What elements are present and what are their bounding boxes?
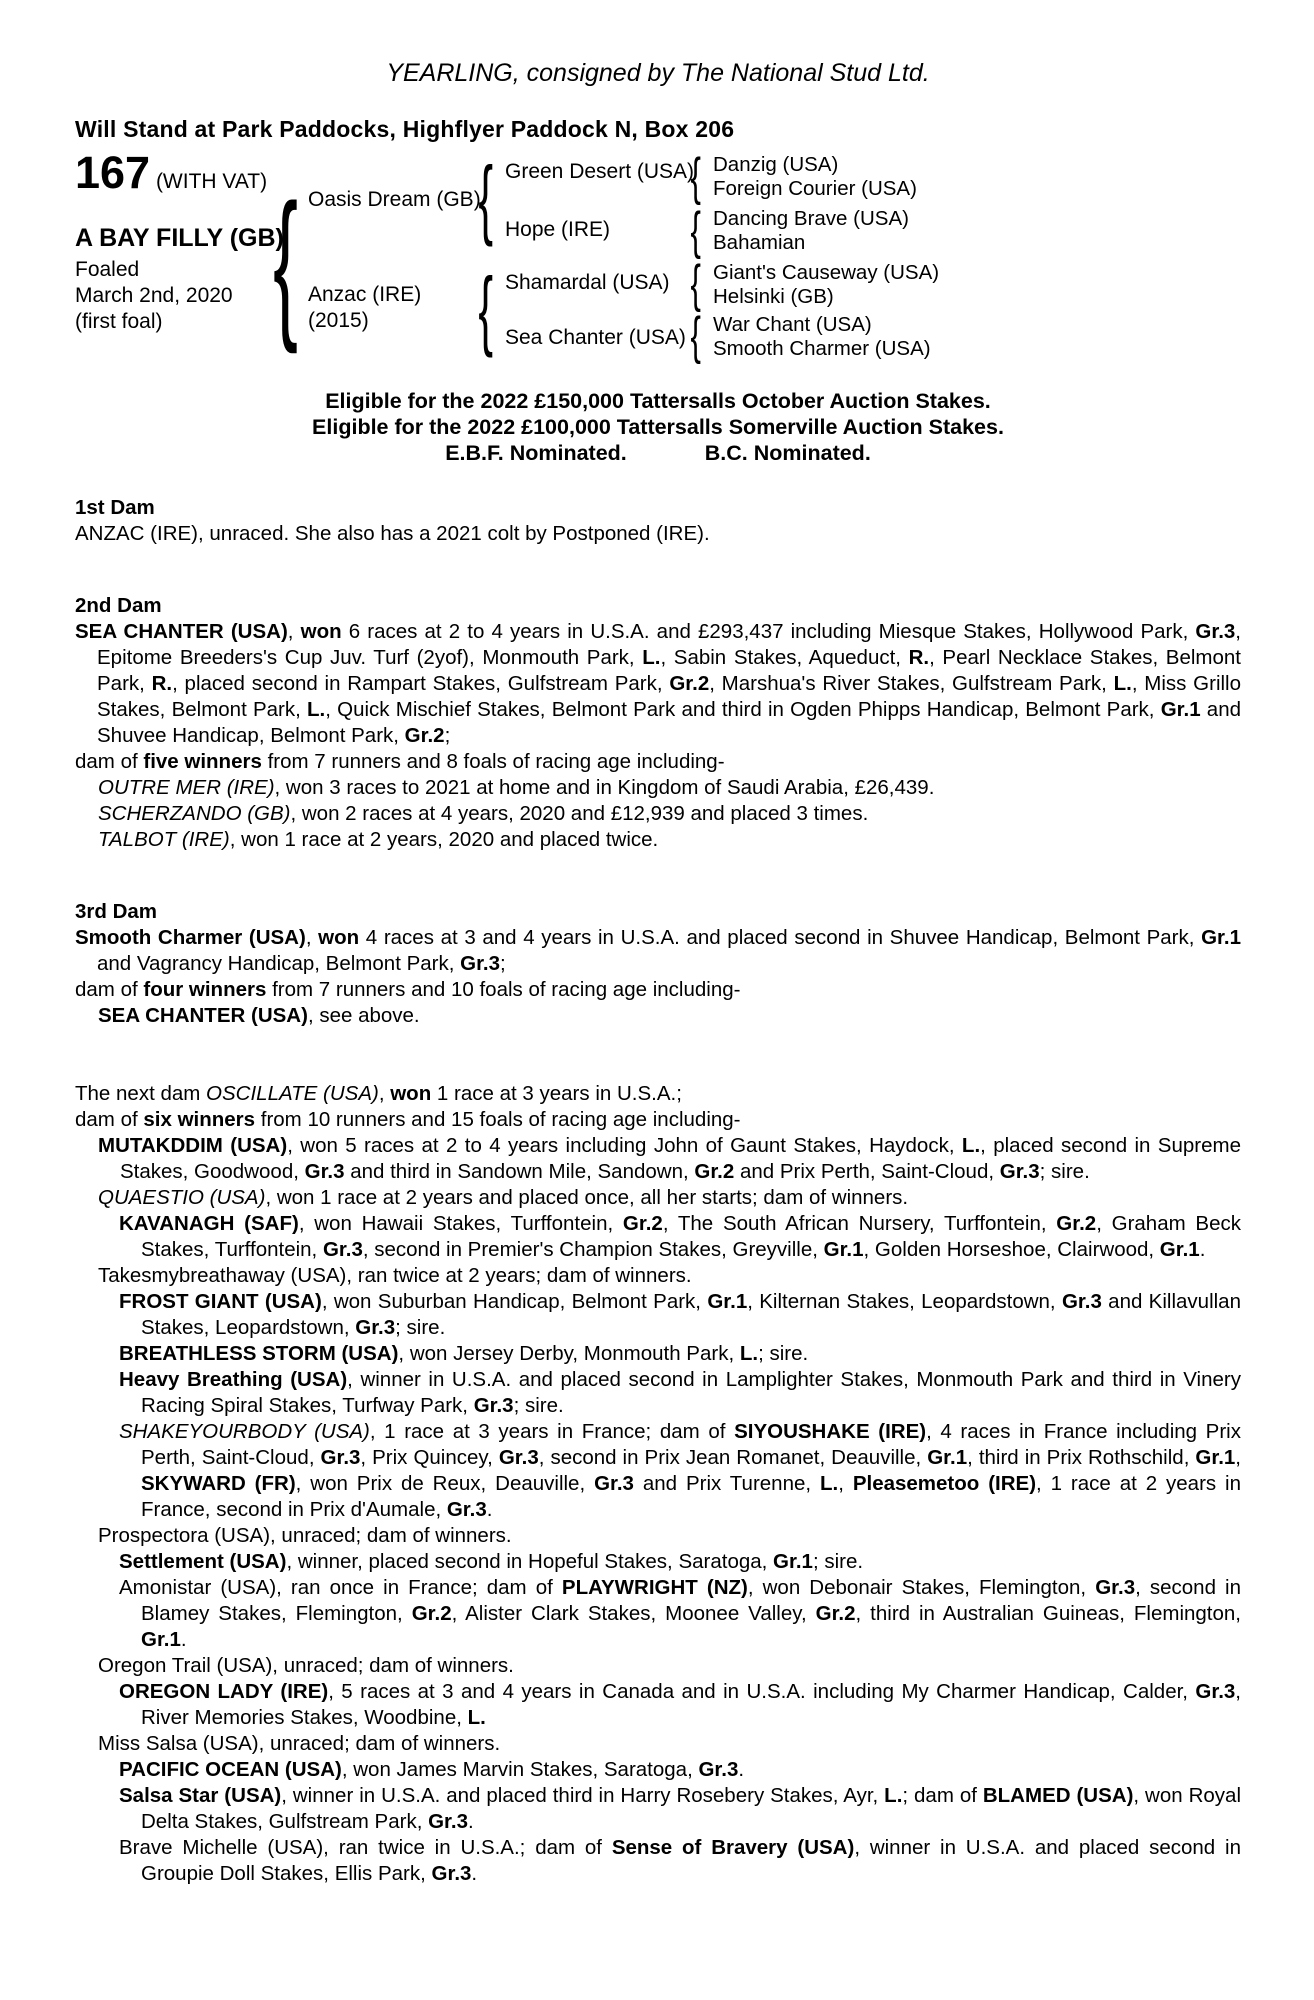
catalogue-paragraph: Settlement (USA), winner, placed second in Hopeful Stakes, Saratoga, Gr.1; sire. bbox=[119, 1550, 864, 1573]
pedigree-brace-gg-2: { bbox=[690, 202, 702, 260]
pedigree-brace-dam: { bbox=[478, 259, 494, 358]
catalogue-paragraph: Prospectora (USA), unraced; dam of winners. bbox=[98, 1524, 512, 1547]
catalogue-paragraph: OUTRE MER (IRE), won 3 races to 2021 at home and in Kingdom of Saudi Arabia, £26,439. bbox=[98, 776, 935, 799]
dam-sections bbox=[75, 495, 1241, 1887]
catalogue-paragraph: MUTAKDDIM (USA), won 5 races at 2 to 4 years including John of Gaunt Stakes, Haydock, L., placed second in Supreme Stakes, Goodwood, Gr.3 and third in Sandown Mile, Sandown, Gr.2 and Prix Perth, Saint-Cloud, Gr.3; sire. bbox=[98, 1134, 1241, 1183]
pedigree-granddam-2: Sea Chanter (USA) bbox=[505, 326, 686, 349]
catalogue-paragraph: Amonistar (USA), ran once in France; dam of PLAYWRIGHT (NZ), won Debonair Stakes, Flemington, Gr.3, second in Blamey Stakes, Flemington, Gr.2, Alister Clark Stakes, Moonee Valley, Gr.2, third in Australian Guineas, Flemington, Gr.1. bbox=[119, 1576, 1242, 1651]
catalogue-paragraph: SCHERZANDO (GB), won 2 races at 4 years, 2020 and £12,939 and placed 3 times. bbox=[98, 802, 869, 825]
pedigree-sire: Oasis Dream (GB) bbox=[308, 188, 481, 211]
catalogue-paragraph: Oregon Trail (USA), unraced; dam of winners. bbox=[98, 1654, 514, 1677]
eligibility-line-2: Eligible for the 2022 £100,000 Tattersalls Somerville Auction Stakes. bbox=[312, 415, 1004, 439]
pedigree-great-grandparents-4 bbox=[713, 313, 931, 361]
foaled-label: Foaled bbox=[75, 258, 140, 281]
foal-note: (first foal) bbox=[75, 310, 163, 333]
catalogue-paragraph: SEA CHANTER (USA), won 6 races at 2 to 4 years in U.S.A. and £293,437 including Miesque Stakes, Hollywood Park, Gr.3, Epitome Breeders's Cup Juv. Turf (2yof), Monmouth Park, L., Sabin Stakes, Aqueduct, R., Pearl Necklace Stakes, Belmont Park, R., placed second in Rampart Stakes, Gulfstream Park, Gr.2, Marshua's River Stakes, Gulfstream Park, L., Miss Grillo Stakes, Belmont Park, L., Quick Mischief Stakes, Belmont Park and third in Ogden Phipps Handicap, Belmont Park, Gr.1 and Shuvee Handicap, Belmont Park, Gr.2; bbox=[75, 620, 1242, 747]
catalogue-paragraph: dam of six winners from 10 runners and 15 foals of racing age including- bbox=[75, 1108, 741, 1131]
lot-number: 167 bbox=[75, 147, 151, 198]
catalogue-paragraph: SEA CHANTER (USA), see above. bbox=[98, 1004, 420, 1027]
pedigree-great-grandparents-1 bbox=[713, 153, 917, 201]
catalogue-paragraph: SHAKEYOURBODY (USA), 1 race at 3 years in France; dam of SIYOUSHAKE (IRE), 4 races in France including Prix Perth, Saint-Cloud, Gr.3, Prix Quincey, Gr.3, second in Prix Jean Romanet, Deauville, Gr.1, third in Prix Rothschild, Gr.1, SKYWARD (FR), won Prix de Reux, Deauville, Gr.3 and Prix Turenne, L., Pleasemetoo (IRE), 1 race at 2 years in France, second in Prix d'Aumale, Gr.3. bbox=[119, 1420, 1241, 1521]
lot-line bbox=[75, 147, 268, 198]
catalogue-paragraph: Miss Salsa (USA), unraced; dam of winners. bbox=[98, 1732, 501, 1755]
section-third-dam bbox=[75, 899, 1241, 1029]
catalogue-paragraph: Brave Michelle (USA), ran twice in U.S.A.; dam of Sense of Bravery (USA), winner in U.S.A. and placed second in Groupie Doll Stakes, Ellis Park, Gr.3. bbox=[119, 1836, 1241, 1885]
pedigree-ggp: Helsinki (GB) bbox=[713, 285, 834, 308]
catalogue-paragraph: Smooth Charmer (USA), won 4 races at 3 and 4 years in U.S.A. and placed second in Shuvee Handicap, Belmont Park, Gr.1 and Vagrancy Handicap, Belmont Park, Gr.3; bbox=[75, 926, 1241, 975]
section-heading: 2nd Dam bbox=[75, 594, 162, 617]
section-second-dam bbox=[75, 593, 1241, 853]
section-next-dam bbox=[75, 1081, 1241, 1887]
catalogue-paragraph: KAVANAGH (SAF), won Hawaii Stakes, Turffontein, Gr.2, The South African Nursery, Turffontein, Gr.2, Graham Beck Stakes, Turffontein, Gr.3, second in Premier's Champion Stakes, Greyville, Gr.1, Golden Horseshoe, Clairwood, Gr.1. bbox=[119, 1212, 1241, 1261]
vat-note: (WITH VAT) bbox=[155, 170, 268, 193]
pedigree-ggp: Giant's Causeway (USA) bbox=[713, 261, 940, 284]
catalogue-paragraph: PACIFIC OCEAN (USA), won James Marvin Stakes, Saratoga, Gr.3. bbox=[119, 1758, 745, 1781]
pedigree-grandsire-1: Green Desert (USA) bbox=[505, 160, 695, 183]
page-title: YEARLING, consigned by The National Stud Ltd. bbox=[386, 59, 930, 87]
eligibility-line-1: Eligible for the 2022 £150,000 Tattersalls October Auction Stakes. bbox=[325, 389, 991, 413]
catalogue-paragraph: BREATHLESS STORM (USA), won Jersey Derby, Monmouth Park, L.; sire. bbox=[119, 1342, 809, 1365]
pedigree-great-grandparents-2 bbox=[713, 207, 909, 255]
foaled-date: March 2nd, 2020 bbox=[75, 284, 233, 307]
section-heading: 1st Dam bbox=[75, 496, 155, 519]
catalogue-paragraph: FROST GIANT (USA), won Suburban Handicap, Belmont Park, Gr.1, Kilternan Stakes, Leopardstown, Gr.3 and Killavullan Stakes, Leopardstown, Gr.3; sire. bbox=[119, 1290, 1241, 1339]
pedigree-ggp: Smooth Charmer (USA) bbox=[713, 337, 931, 360]
pedigree-brace-sire: { bbox=[478, 148, 494, 247]
catalogue-paragraph: dam of five winners from 7 runners and 8 foals of racing age including- bbox=[75, 750, 725, 773]
pedigree-ggp: Dancing Brave (USA) bbox=[713, 207, 909, 230]
pedigree-ggp: Foreign Courier (USA) bbox=[713, 177, 917, 200]
eligibility-block bbox=[75, 388, 1241, 466]
pedigree-granddam-1: Hope (IRE) bbox=[505, 218, 611, 241]
nominations-line bbox=[75, 440, 1241, 466]
catalogue-paragraph: TALBOT (IRE), won 1 race at 2 years, 2020 and placed twice. bbox=[98, 828, 659, 851]
pedigree-grandsire-2: Shamardal (USA) bbox=[505, 271, 670, 294]
catalogue-paragraph: Heavy Breathing (USA), winner in U.S.A. and placed second in Lamplighter Stakes, Monmouth Park and third in Vinery Racing Spiral Stakes, Turfway Park, Gr.3; sire. bbox=[119, 1368, 1241, 1417]
pedigree-dam-name: Anzac (IRE) bbox=[308, 283, 422, 306]
catalogue-paragraph: dam of four winners from 7 runners and 10 foals of racing age including- bbox=[75, 978, 741, 1001]
section-heading: 3rd Dam bbox=[75, 900, 158, 923]
pedigree-brace-gg-1: { bbox=[690, 148, 702, 206]
pedigree-ggp: Bahamian bbox=[713, 231, 806, 254]
pedigree-ggp: Danzig (USA) bbox=[713, 153, 839, 176]
pedigree-table bbox=[75, 147, 1241, 370]
catalogue-paragraph: QUAESTIO (USA), won 1 race at 2 years and placed once, all her starts; dam of winners. bbox=[98, 1186, 909, 1209]
horse-name: A BAY FILLY (GB) bbox=[75, 224, 284, 252]
catalogue-paragraph: Takesmybreathaway (USA), ran twice at 2 years; dam of winners. bbox=[98, 1264, 692, 1287]
pedigree-ggp: War Chant (USA) bbox=[713, 313, 872, 336]
pedigree-great-grandparents-3 bbox=[713, 261, 939, 309]
catalogue-paragraph: The next dam OSCILLATE (USA), won 1 race at 3 years in U.S.A.; bbox=[75, 1082, 682, 1105]
stand-location-line: Will Stand at Park Paddocks, Highflyer Paddock N, Box 206 bbox=[75, 116, 735, 142]
catalogue-paragraph: OREGON LADY (IRE), 5 races at 3 and 4 years in Canada and in U.S.A. including My Charmer Handicap, Calder, Gr.3, River Memories Stakes, Woodbine, L. bbox=[119, 1680, 1241, 1729]
pedigree-dam bbox=[308, 282, 421, 334]
pedigree-brace-gg-4: { bbox=[690, 307, 702, 365]
pedigree-dam-year: (2015) bbox=[308, 309, 369, 332]
bc-nomination: B.C. Nominated. bbox=[704, 441, 871, 465]
catalogue-paragraph: Salsa Star (USA), winner in U.S.A. and placed third in Harry Rosebery Stakes, Ayr, L.; dam of BLAMED (USA), won Royal Delta Stakes, Gulfstream Park, Gr.3. bbox=[119, 1784, 1241, 1833]
pedigree-brace-gg-3: { bbox=[690, 255, 702, 313]
pedigree-brace-main: { bbox=[273, 170, 299, 354]
catalogue-paragraph: ANZAC (IRE), unraced. She also has a 2021 colt by Postponed (IRE). bbox=[75, 522, 710, 545]
page-content bbox=[75, 0, 1241, 1887]
section-first-dam bbox=[75, 495, 1241, 547]
ebf-nomination: E.B.F. Nominated. bbox=[445, 441, 627, 465]
